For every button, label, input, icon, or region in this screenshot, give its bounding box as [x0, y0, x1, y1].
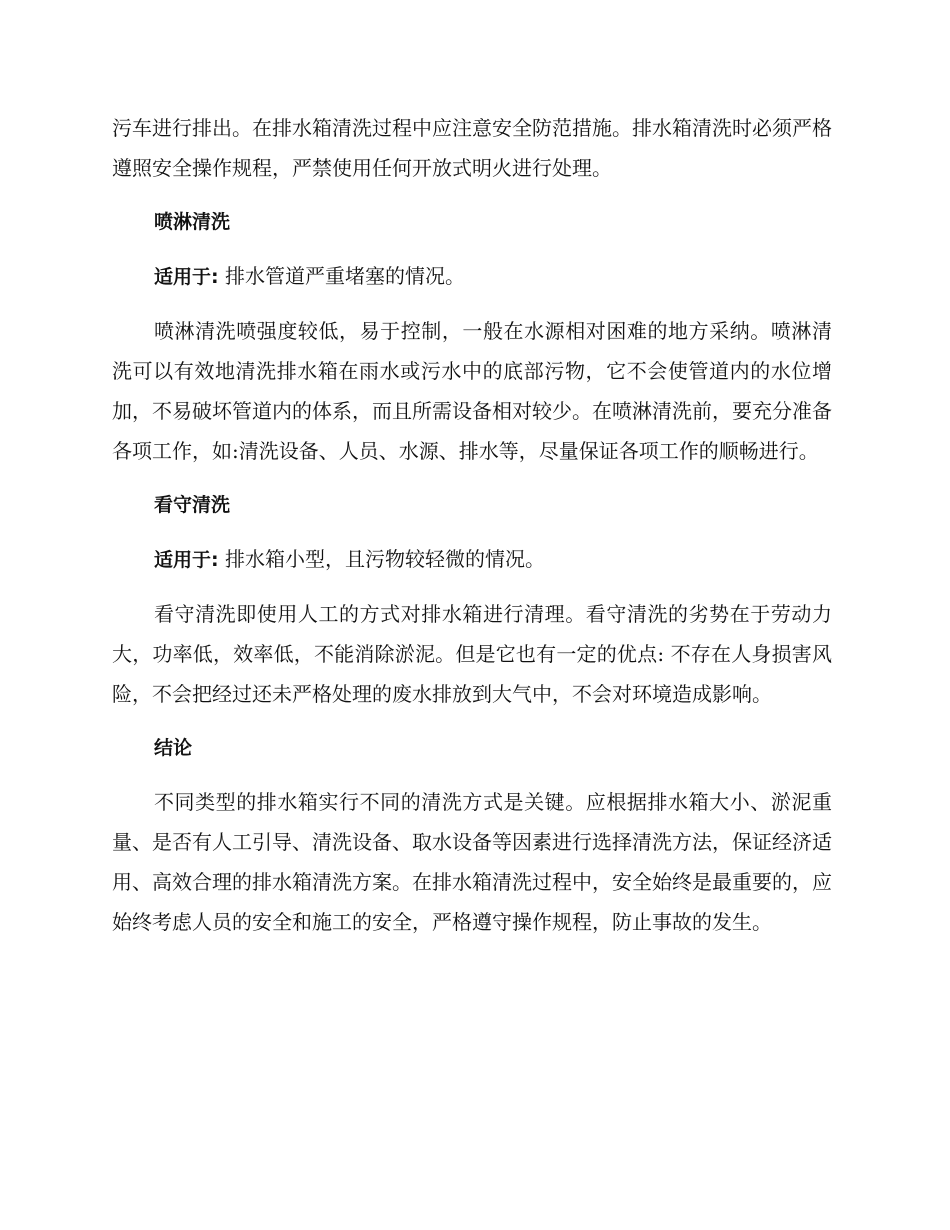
guard-body-paragraph: 看守清洗即使用人工的方式对排水箱进行清理。看守清洗的劣势在于劳动力大，功率低，效率低，不能消除淤泥。但是它也有一定的优点: 不存在人身损害风险，不会把经过还未严格处理的废水排放到大气中，不会对环境造成影响。 — [112, 602, 832, 706]
applies-line-spray — [112, 256, 832, 297]
section-heading-conclusion: 结论 — [154, 737, 193, 759]
section-heading-spray: 喷淋清洗 — [154, 211, 231, 233]
section-heading-guard: 看守清洗 — [154, 494, 231, 516]
applies-label: 适用于: — [154, 266, 219, 288]
applies-text: 排水箱小型，且污物较轻微的情况。 — [218, 547, 545, 571]
applies-text: 排水管道严重堵塞的情况。 — [218, 264, 465, 288]
conclusion-body-paragraph: 不同类型的排水箱实行不同的清洗方式是关键。应根据排水箱大小、淤泥重量、是否有人工引导、清洗设备、取水设备等因素进行选择清洗方法，保证经济适用、高效合理的排水箱清洗方案。在排水箱清洗过程中，安全始终是最重要的，应始终考虑人员的安全和施工的安全，严格遵守操作规程，防止事故的发生。 — [112, 790, 832, 934]
intro-paragraph: 污车进行排出。在排水箱清洗过程中应注意安全防范措施。排水箱清洗时必须严格遵照安全操作规程，严禁使用任何开放式明火进行处理。 — [112, 116, 832, 180]
applies-line-guard — [112, 539, 832, 580]
applies-label: 适用于: — [154, 549, 219, 571]
document-page — [112, 108, 832, 942]
spray-body-paragraph: 喷淋清洗喷强度较低，易于控制，一般在水源相对困难的地方采纳。喷淋清洗可以有效地清洗排水箱在雨水或污水中的底部污物，它不会使管道内的水位增加，不易破坏管道内的体系，而且所需设备相对较少。在喷淋清洗前，要充分准备各项工作，如:清洗设备、人员、水源、排水等，尽量保证各项工作的顺畅进行。 — [112, 319, 832, 463]
